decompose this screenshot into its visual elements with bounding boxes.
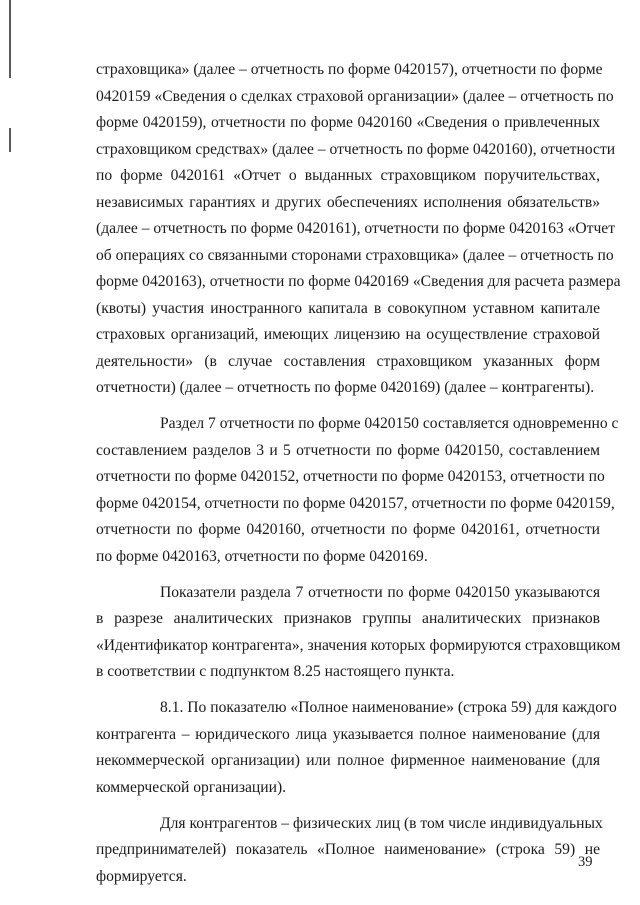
text-line: отчетности) (далее – отчетность по форме 0420169) (далее – контрагенты). <box>96 379 595 396</box>
text-line: по форме 0420163, отчетности по форме 0420169. <box>96 547 428 565</box>
paragraph <box>96 811 603 891</box>
paragraph <box>96 57 621 402</box>
text-line: деятельности» (в случае составления страховщиком указанных форм <box>96 352 600 370</box>
text-line: формируется. <box>96 867 187 885</box>
text-line: страховщика» (далее – отчетность по форме 0420157), отчетности по форме <box>96 61 603 78</box>
text-line: отчетности по форме 0420160, отчетности по форме 0420161, отчетности <box>96 521 600 538</box>
text-line: Показатели раздела 7 отчетности по форме 0420150 указываются <box>160 583 600 601</box>
text-line: составлением разделов 3 и 5 отчетности по форме 0420150, составлением <box>96 441 600 459</box>
text-line: в соответствии с подпунктом 8.25 настоящего пункта. <box>96 663 455 680</box>
text-line: в разрезе аналитических признаков группы аналитических признаков <box>96 610 600 627</box>
text-line: страховых организаций, имеющих лицензию на осуществление страховой <box>96 326 600 343</box>
text-line: форме 0420163), отчетности по форме 0420169 «Сведения для расчета размера <box>96 273 621 290</box>
text-line: по форме 0420161 «Отчет о выданных страховщиком поручительствах, <box>96 167 600 184</box>
paragraph <box>96 580 621 686</box>
text-line: (далее – отчетность по форме 0420161), отчетности по форме 0420163 «Отчет <box>96 220 616 237</box>
page-number: 39 <box>578 854 593 870</box>
margin-revision-mark <box>9 0 11 78</box>
text-line: форме 0420154, отчетности по форме 0420157, отчетности по форме 0420159, <box>96 494 615 512</box>
margin-revision-mark <box>9 128 11 152</box>
text-line: форме 0420159), отчетности по форме 0420160 «Сведения о привлеченных <box>96 114 600 131</box>
text-line: отчетности по форме 0420152, отчетности по форме 0420153, отчетности по <box>96 468 605 485</box>
text-line: об операциях со связанными сторонами страховщика» (далее – отчетность по <box>96 246 614 264</box>
text-line: (квоты) участия иностранного капитала в совокупном уставном капитале <box>96 299 600 317</box>
text-line: некоммерческой организации) или полное фирменное наименование (для <box>96 752 600 769</box>
text-line: предпринимателей) показатель «Полное наименование» (строка 59) не <box>96 841 600 858</box>
document-body <box>96 57 621 890</box>
paragraph <box>96 411 619 570</box>
text-line: 8.1. По показателю «Полное наименование» (строка 59) для каждого <box>160 699 617 716</box>
text-line: контрагента – юридического лица указывается полное наименование (для <box>96 725 600 743</box>
text-line: Для контрагентов – физических лиц (в том числе индивидуальных <box>160 814 603 832</box>
paragraph <box>96 695 617 801</box>
text-line: коммерческой организации). <box>96 778 287 796</box>
text-line: 0420159 «Сведения о сделках страховой организации» (далее – отчетность по <box>96 87 614 105</box>
text-line: страховщиком средствах» (далее – отчетность по форме 0420160), отчетности <box>96 140 616 158</box>
text-line: Раздел 7 отчетности по форме 0420150 составляется одновременно с <box>160 415 619 432</box>
text-line: «Идентификатор контрагента», значения которых формируются страховщиком <box>96 636 621 654</box>
text-line: независимых гарантиях и других обеспечениях исполнения обязательств» <box>96 193 600 211</box>
